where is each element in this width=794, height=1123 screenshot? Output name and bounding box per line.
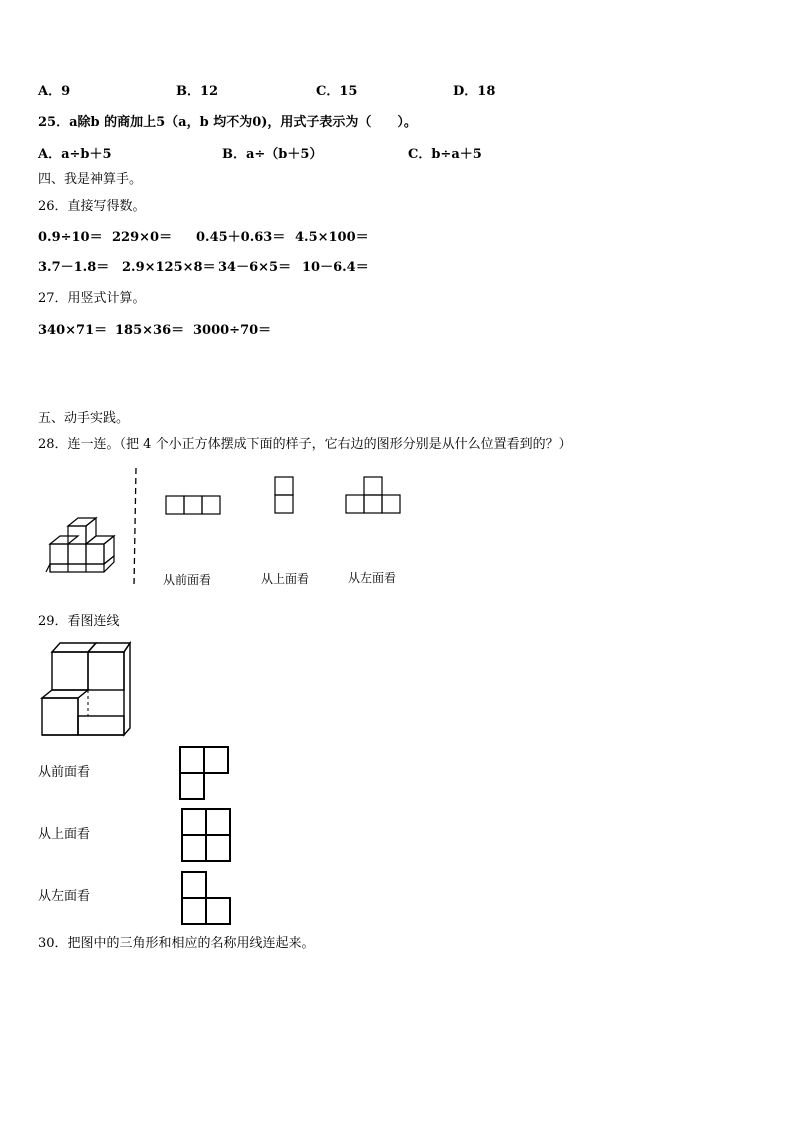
q26-item-8: 10－6.4＝	[302, 260, 369, 275]
q24-option-c: C．15	[316, 84, 358, 99]
q29-label-front: 从前面看	[38, 765, 91, 780]
q26-item-6: 2.9×125×8＝	[122, 260, 216, 275]
section4-title: 四、我是神算手。	[38, 172, 143, 187]
q28-caption-top: 从上面看	[261, 572, 310, 586]
q26-item-4: 4.5×100＝	[295, 230, 369, 245]
q25-option-a: A．a÷b＋5	[38, 147, 112, 162]
q24-option-d: D．18	[453, 84, 496, 99]
q29-view-l-shape-bottom	[180, 870, 232, 926]
section5-title: 五、动手实践。	[38, 411, 130, 426]
q28-dashed-divider	[130, 468, 140, 586]
q29-view-l-shape-top	[178, 745, 230, 801]
q27-item-3: 3000÷70＝	[193, 323, 272, 338]
q29-view-square-grid	[180, 807, 232, 863]
q28-view-three-row	[164, 494, 224, 516]
q26-item-1: 0.9÷10＝	[38, 230, 103, 245]
q26-prompt: 26．直接写得数。	[38, 199, 146, 214]
q29-solid-figure	[38, 640, 134, 738]
q28-view-t-shape	[344, 475, 404, 517]
q28-prompt: 28．连一连。（把 4 个小正方体摆成下面的样子，它右边的图形分别是从什么位置看到的？）	[38, 437, 572, 452]
q29-prompt: 29．看图连线	[38, 614, 120, 629]
q27-item-2: 185×36＝	[115, 323, 185, 338]
q26-item-2: 229×0＝	[112, 230, 173, 245]
q28-cube-stack-figure	[40, 510, 130, 580]
q26-item-5: 3.7－1.8＝	[38, 260, 110, 275]
q26-item-7: 34－6×5＝	[218, 260, 292, 275]
q24-option-b: B．12	[176, 84, 219, 99]
q24-option-a: A．9	[38, 84, 71, 99]
q28-caption-front: 从前面看	[163, 573, 212, 587]
q25-question: 25．a除b 的商加上5（a，b 均不为0)，用式子表示为（ ）。	[38, 115, 417, 130]
q28-caption-left: 从左面看	[348, 571, 397, 585]
q26-item-3: 0.45＋0.63＝	[196, 230, 286, 245]
q25-option-c: C．b÷a＋5	[408, 147, 482, 162]
q29-label-top: 从上面看	[38, 827, 91, 842]
q30-prompt: 30．把图中的三角形和相应的名称用线连起来。	[38, 936, 315, 951]
q27-item-1: 340×71＝	[38, 323, 108, 338]
q28-view-vertical-two	[273, 475, 297, 517]
q25-option-b: B．a÷（b＋5）	[222, 147, 323, 162]
q27-prompt: 27．用竖式计算。	[38, 291, 146, 306]
q29-label-left: 从左面看	[38, 889, 91, 904]
